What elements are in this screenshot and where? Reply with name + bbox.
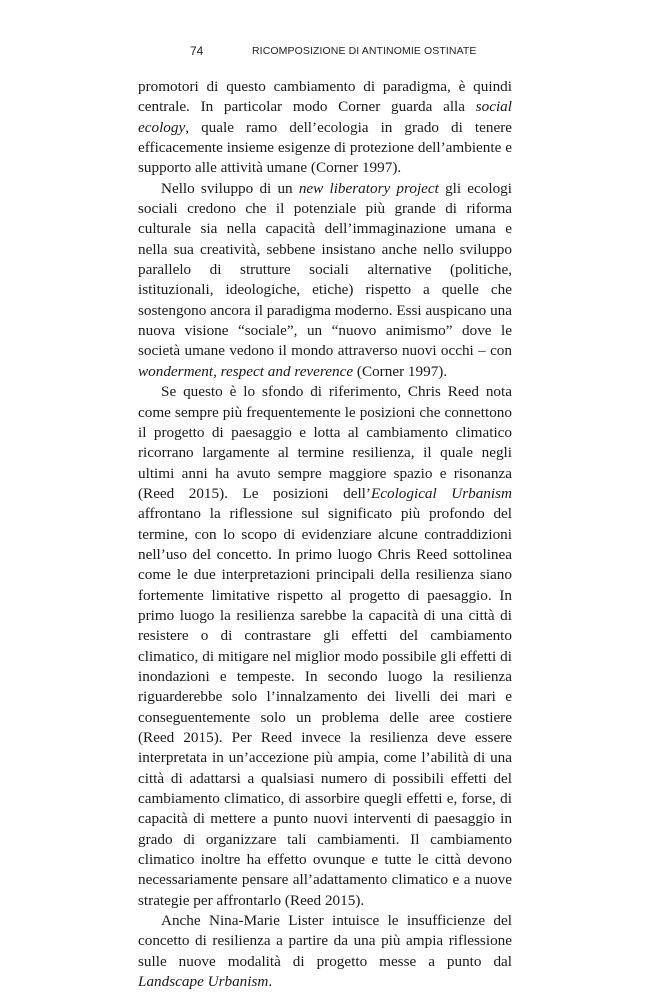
body-text — [138, 77, 512, 992]
italic-term: social ecology — [138, 98, 512, 136]
italic-term: Ecological Urbanism — [370, 484, 512, 502]
text-span: affrontano la riflessione sul significato più profondo del termine, con lo scopo di evidenziare alcune contraddizioni nell’uso del concetto. In primo luogo Chris Reed sottolinea come le due interpretazioni principali della resilienza siano fortemente limitative rispetto al progetto di paesaggio. In primo luogo la resilienza sarebbe la capacità di una città di resistere o di contrastare gli effetti del cambiamento climatico, di mitigare nel miglior modo possibile gli effetti di inondazioni e tempeste. In secondo luogo la resilienza riguarderebbe solo l’innalzamento dei livelli dei mari e conseguentemente solo un problema delle aree costiere (Reed 2015). Per Reed invece la resilienza deve essere interpretata in un’accezione più ampia, come l’abilità di una città di adattarsi a qualsiasi numero di possibili effetti del cambiamento climatico, di assorbire quegli effetti e, forse, di capacità di mettere a punto nuovi interventi di paesaggio in grado di organizzare tali cambiamenti. Il cambiamento climatico inoltre ha effetto ovunque e tutte le città devono necessariamente pensare all’adattamento climatico e a nuove strategie per affrontarlo (Reed 2015). — [138, 505, 512, 909]
text-span: promotori di questo cambiamento di paradigma, è quindi centrale. In particolar modo Corner guarda alla — [138, 78, 512, 116]
page-header — [0, 44, 650, 60]
running-title: RICOMPOSIZIONE DI ANTINOMIE OSTINATE — [252, 45, 477, 57]
text-span: Anche Nina-Marie Lister intuisce le insufficienze del concetto di resilienza a partire da una più ampia riflessione sulle nuove modalità di progetto messe a punto dal — [138, 912, 512, 970]
text-span: Se questo è lo sfondo di riferimento, Chris Reed nota come sempre più frequentemente le posizioni che connettono il progetto di paesaggio e lotta al cambiamento climatico ricorrano largamente al termine resilienza, il quale negli ultimi anni ha avuto sempre maggiore spazio e risonanza (Reed 2015). Le posizioni dell’ — [138, 383, 512, 502]
text-span: gli ecologi sociali credono che il potenziale più grande di riforma culturale sia nella capacità dell’immaginazione umana e nella sua creatività, sebbene insistano anche nello sviluppo parallelo di strutture sociali alternative (politiche, istituzionali, ideologiche, etiche) rispetto a quelle che sostengono ancora il paradigma moderno. Essi auspicano una nuova visione “sociale”, un “nuovo animismo” dove le società umane vedono il mondo attraverso nuovi occhi – con — [138, 179, 512, 360]
paragraph-4 — [138, 911, 512, 992]
paragraph-1 — [138, 77, 512, 179]
text-span: (Corner 1997). — [353, 362, 448, 380]
text-span: Nello sviluppo di un — [161, 179, 299, 197]
page-number: 74 — [190, 44, 204, 58]
text-span: . — [268, 973, 273, 991]
paragraph-2 — [138, 179, 512, 382]
italic-term: wonderment, respect and reverence — [138, 362, 354, 380]
italic-term: new liberatory project — [298, 179, 439, 197]
italic-term: Landscape Urbanism — [138, 973, 269, 991]
text-span: , quale ramo dell’ecologia in grado di tenere efficacemente insieme esigenze di protezione dell’ambiente e supporto alle attività umane (Corner 1997). — [138, 118, 512, 177]
paragraph-3 — [138, 382, 512, 911]
